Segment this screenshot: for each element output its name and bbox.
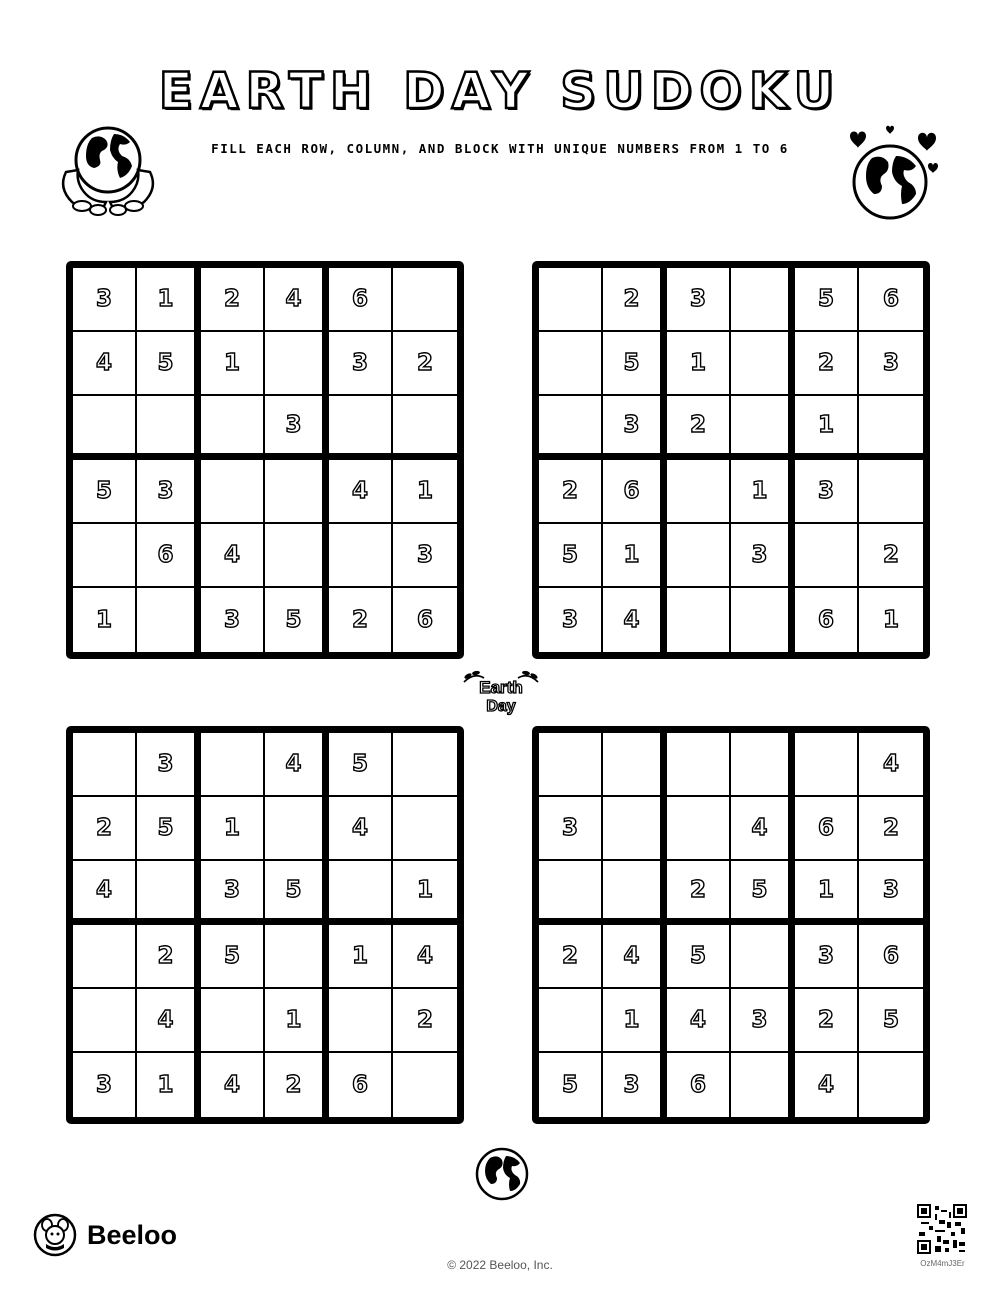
sudoku-cell: 4 bbox=[265, 268, 329, 332]
sudoku-cell: 4 bbox=[201, 524, 265, 588]
sudoku-puzzle-3 bbox=[66, 726, 464, 1124]
sudoku-cell bbox=[667, 797, 731, 861]
sudoku-cell: 3 bbox=[137, 733, 201, 797]
sudoku-cell: 1 bbox=[882, 607, 899, 633]
sudoku-cell: 3 bbox=[731, 524, 795, 588]
sudoku-cell bbox=[201, 460, 265, 524]
sudoku-cell bbox=[137, 588, 201, 652]
sudoku-cell bbox=[393, 268, 457, 332]
sudoku-cell bbox=[329, 524, 393, 588]
sudoku-cell: 2 bbox=[859, 524, 923, 588]
sudoku-puzzle-4 bbox=[532, 726, 930, 1124]
sudoku-cell bbox=[539, 268, 603, 332]
sudoku-cell bbox=[539, 989, 603, 1053]
sudoku-cell: 1 bbox=[201, 332, 265, 396]
sudoku-cell: 1 bbox=[137, 268, 201, 332]
sudoku-cell: 6 bbox=[795, 588, 859, 652]
sudoku-cell bbox=[731, 268, 795, 332]
sudoku-cell bbox=[265, 460, 329, 524]
sudoku-cell: 5 bbox=[667, 925, 731, 989]
sudoku-cell bbox=[393, 1053, 457, 1117]
sudoku-cell: 3 bbox=[201, 588, 265, 652]
sudoku-cell: 1 bbox=[393, 861, 457, 925]
sudoku-cell bbox=[539, 332, 603, 396]
sudoku-cell bbox=[73, 989, 137, 1053]
sudoku-cell: 1 bbox=[73, 588, 137, 652]
sudoku-cell: 5 bbox=[859, 989, 923, 1053]
sudoku-cell: 6 bbox=[859, 925, 923, 989]
sudoku-cell bbox=[731, 332, 795, 396]
sudoku-cell: 5 bbox=[201, 925, 265, 989]
sudoku-cell bbox=[393, 733, 457, 797]
sudoku-puzzle-2 bbox=[532, 261, 930, 659]
sudoku-puzzle-1 bbox=[66, 261, 464, 659]
instructions: FILL EACH ROW, COLUMN, AND BLOCK WITH UNIQUE NUMBERS FROM 1 TO 6 bbox=[211, 141, 789, 156]
sudoku-cell: 2 bbox=[201, 268, 265, 332]
sudoku-cell: 2 bbox=[73, 797, 137, 861]
sudoku-cell bbox=[859, 1053, 923, 1117]
sudoku-cell: 1 bbox=[795, 861, 859, 925]
sudoku-cell: 1 bbox=[603, 524, 667, 588]
sudoku-cell: 4 bbox=[859, 733, 923, 797]
sudoku-cell bbox=[731, 1053, 795, 1117]
sudoku-cell: 6 bbox=[859, 268, 923, 332]
sudoku-cell bbox=[667, 733, 731, 797]
sudoku-cell: 2 bbox=[137, 925, 201, 989]
sudoku-cell: 4 bbox=[265, 733, 329, 797]
sudoku-cell: 2 bbox=[393, 332, 457, 396]
sudoku-cell: 5 bbox=[539, 1053, 603, 1117]
sudoku-cell: 6 bbox=[137, 524, 201, 588]
sudoku-cell: 3 bbox=[859, 332, 923, 396]
sudoku-cell: 4 bbox=[603, 925, 667, 989]
sudoku-cell: 2 bbox=[539, 925, 603, 989]
sudoku-cell: 2 bbox=[539, 460, 603, 524]
sudoku-cell: 1 bbox=[201, 797, 265, 861]
sudoku-cell: 4 bbox=[329, 460, 393, 524]
sudoku-cell: 5 bbox=[329, 733, 393, 797]
globe-icon bbox=[474, 1146, 530, 1202]
sudoku-cell: 3 bbox=[265, 396, 329, 460]
sudoku-cell bbox=[667, 524, 731, 588]
sudoku-cell: 5 bbox=[265, 861, 329, 925]
sudoku-cell: 4 bbox=[73, 332, 137, 396]
sudoku-cell: 4 bbox=[137, 989, 201, 1053]
sudoku-cell bbox=[73, 396, 137, 460]
sudoku-cell: 1 bbox=[393, 460, 457, 524]
sudoku-cell: 4 bbox=[393, 925, 457, 989]
sudoku-cell bbox=[539, 733, 603, 797]
sudoku-cell: 3 bbox=[393, 524, 457, 588]
sudoku-cell bbox=[603, 861, 667, 925]
sudoku-cell: 3 bbox=[603, 1053, 667, 1117]
globe-with-hearts-icon bbox=[838, 122, 943, 222]
sudoku-cell: 2 bbox=[667, 861, 731, 925]
copyright-text: © 2022 Beeloo, Inc. bbox=[447, 1258, 553, 1272]
sudoku-cell bbox=[393, 797, 457, 861]
sudoku-cell bbox=[859, 460, 923, 524]
sudoku-cell: 1 bbox=[265, 989, 329, 1053]
sudoku-cell: 3 bbox=[667, 268, 731, 332]
sudoku-cell bbox=[731, 588, 795, 652]
sudoku-cell: 5 bbox=[265, 588, 329, 652]
sudoku-cell: 3 bbox=[73, 1053, 137, 1117]
sudoku-cell: 6 bbox=[667, 1053, 731, 1117]
sudoku-cell bbox=[329, 989, 393, 1053]
sudoku-cell: 4 bbox=[667, 989, 731, 1053]
sudoku-cell bbox=[539, 861, 603, 925]
brand-logo bbox=[33, 1213, 177, 1257]
sudoku-cell: 2 bbox=[329, 588, 393, 652]
sudoku-cell: 3 bbox=[137, 460, 201, 524]
globe-in-hands-icon bbox=[52, 120, 164, 222]
sudoku-cell: 3 bbox=[539, 588, 603, 652]
sudoku-cell bbox=[667, 460, 731, 524]
sudoku-cell: 5 bbox=[73, 460, 137, 524]
sudoku-cell: 3 bbox=[731, 989, 795, 1053]
sudoku-cell: 4 bbox=[329, 797, 393, 861]
sudoku-cell: 3 bbox=[795, 925, 859, 989]
sudoku-cell: 3 bbox=[201, 861, 265, 925]
sudoku-cell bbox=[265, 925, 329, 989]
sudoku-cell: 2 bbox=[667, 396, 731, 460]
sudoku-cell bbox=[329, 861, 393, 925]
sudoku-cell: 6 bbox=[329, 268, 393, 332]
page-title: EARTH DAY SUDOKU bbox=[158, 62, 842, 120]
sudoku-cell: 5 bbox=[137, 332, 201, 396]
sudoku-cell bbox=[73, 925, 137, 989]
sudoku-cell bbox=[859, 396, 923, 460]
sudoku-cell: 4 bbox=[201, 1053, 265, 1117]
sudoku-cell: 3 bbox=[795, 460, 859, 524]
sudoku-cell: 4 bbox=[73, 861, 137, 925]
sudoku-cell: 5 bbox=[795, 268, 859, 332]
sudoku-cell: 2 bbox=[795, 989, 859, 1053]
sudoku-cell bbox=[73, 524, 137, 588]
sudoku-cell bbox=[137, 861, 201, 925]
sudoku-cell: 1 bbox=[667, 332, 731, 396]
sudoku-cell: 6 bbox=[795, 797, 859, 861]
sudoku-cell: 1 bbox=[795, 396, 859, 460]
sudoku-cell bbox=[393, 396, 457, 460]
sudoku-cell: 5 bbox=[731, 861, 795, 925]
sudoku-cell: 3 bbox=[73, 268, 137, 332]
qr-caption: OzM4mJ3Er bbox=[920, 1259, 965, 1268]
sudoku-cell: 4 bbox=[603, 588, 667, 652]
sudoku-cell: 4 bbox=[731, 797, 795, 861]
sudoku-cell: 2 bbox=[795, 332, 859, 396]
sudoku-cell: 1 bbox=[329, 925, 393, 989]
sudoku-cell: 6 bbox=[416, 607, 433, 633]
sudoku-cell bbox=[137, 396, 201, 460]
sudoku-cell bbox=[603, 733, 667, 797]
sudoku-cell: 3 bbox=[539, 797, 603, 861]
sudoku-cell: 5 bbox=[137, 797, 201, 861]
sudoku-cell: 3 bbox=[603, 396, 667, 460]
sudoku-cell: 5 bbox=[603, 332, 667, 396]
sudoku-cell: 5 bbox=[539, 524, 603, 588]
sudoku-cell: 1 bbox=[603, 989, 667, 1053]
sudoku-cell: 2 bbox=[859, 797, 923, 861]
sudoku-cell bbox=[731, 733, 795, 797]
sudoku-cell bbox=[795, 524, 859, 588]
sudoku-cell: 1 bbox=[731, 460, 795, 524]
sudoku-cell: 3 bbox=[859, 861, 923, 925]
sudoku-cell bbox=[265, 332, 329, 396]
badge-word-day: Day bbox=[486, 698, 516, 715]
sudoku-cell: 2 bbox=[265, 1053, 329, 1117]
sudoku-cell: 1 bbox=[137, 1053, 201, 1117]
badge-word-earth: Earth bbox=[479, 678, 523, 697]
sudoku-cell: 2 bbox=[603, 268, 667, 332]
sudoku-cell bbox=[201, 989, 265, 1053]
sudoku-cell bbox=[73, 733, 137, 797]
sudoku-cell bbox=[265, 797, 329, 861]
sudoku-cell bbox=[329, 396, 393, 460]
sudoku-cell bbox=[731, 925, 795, 989]
bee-logo-icon bbox=[33, 1213, 77, 1257]
sudoku-cell bbox=[201, 396, 265, 460]
qr-code-icon bbox=[917, 1204, 967, 1254]
sudoku-cell bbox=[265, 524, 329, 588]
sudoku-cell bbox=[667, 588, 731, 652]
brand-name: Beeloo bbox=[87, 1219, 178, 1250]
sudoku-cell bbox=[795, 733, 859, 797]
sudoku-cell bbox=[539, 396, 603, 460]
sudoku-cell: 6 bbox=[603, 460, 667, 524]
sudoku-cell bbox=[201, 733, 265, 797]
sudoku-cell bbox=[603, 797, 667, 861]
sudoku-cell: 3 bbox=[329, 332, 393, 396]
earth-day-badge bbox=[458, 664, 544, 716]
sudoku-cell: 2 bbox=[393, 989, 457, 1053]
sudoku-cell: 6 bbox=[329, 1053, 393, 1117]
sudoku-cell bbox=[731, 396, 795, 460]
sudoku-cell: 4 bbox=[795, 1053, 859, 1117]
